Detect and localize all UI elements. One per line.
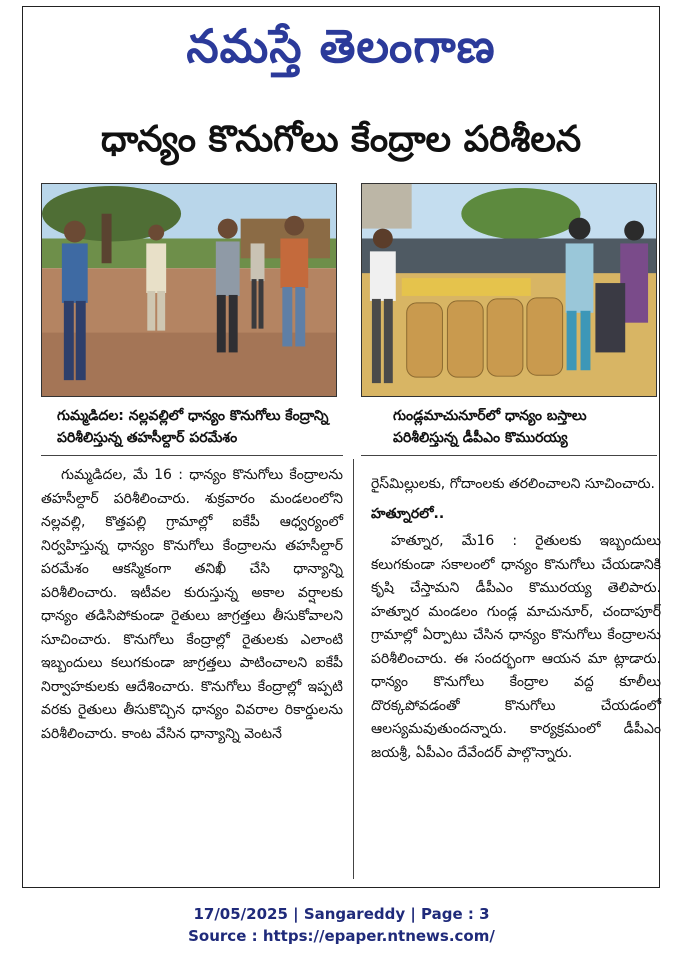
article-body-right-main: హత్నూర, మే16 : రైతులకు ఇబ్బందులు కలుగకుండా సకాలంలో ధాన్యం కొనుగోలు చేయడానికి కృషి చేస్తామని డీపీఎం కొమురయ్య తెలిపారు. హత్నూర మండలం గుండ్ల మాచునూర్, చందాపూర్ గ్రామాల్లో ఏర్పాటు చేసిన ధాన్యం కొనుగోలు కేంద్రాలను పరిశీలించారు. ఈ సందర్భంగా ఆయన మా ట్లాడారు. ధాన్యం కొనుగోలు కేంద్రాల వద్ద కూలీలు దొరక్కపోవడంతో కొనుగోలు చేయడంలో ఆలస్యమవుతుందన్నారు. కార్యక్రమంలో డీపీఎం జయశ్రీ, ఏపీఎం దేవేందర్ పాల్గొన్నారు. — [371, 533, 661, 761]
photo-caption-right: గుండ్లమాచునూర్‌లో ధాన్యం బస్తాలు పరిశీలిస్తున్న డీపీఎం కొమురయ్య — [393, 408, 587, 446]
newspaper-clipping — [22, 6, 660, 888]
photo-caption-left: గుమ్మడిదల: నల్లవల్లిలో ధాన్యం కొనుగోలు కేంద్రాన్ని పరిశీలిస్తున్న తహసీల్దార్ పరమేశం — [57, 408, 329, 446]
footer-source-link[interactable]: Source : https://epaper.ntnews.com/ — [188, 927, 495, 945]
article-body-right — [371, 473, 661, 765]
photo-tahsildar-illustration — [42, 184, 336, 396]
article-subheading: హత్నూరలో.. — [371, 505, 445, 522]
article-body-right-top: రైస్‌మిల్లులకు, గోదాంలకు తరలించాలని సూచించారు. — [371, 476, 655, 492]
divider-left — [41, 455, 343, 456]
photo-tahsildar-inspection — [41, 183, 337, 397]
footer-date-edition: 17/05/2025 | Sangareddy | Page : 3 — [193, 905, 490, 923]
divider-right — [361, 455, 657, 456]
photo-dpm-inspection — [361, 183, 657, 397]
article-headline: ధాన్యం కొనుగోలు కేంద్రాల పరిశీలన — [100, 119, 582, 160]
source-footer — [0, 903, 683, 947]
photo-dpm-illustration — [362, 184, 656, 396]
column-divider — [353, 459, 354, 879]
masthead-logo: నమస్తే తెలంగాణ — [186, 19, 496, 73]
article-body-left: గుమ్మడిదల, మే 16 : ధాన్యం కొనుగోలు కేంద్రాలను తహసీల్దార్ పరిశీలించారు. శుక్రవారం మండలంలోని నల్లవల్లి, కొత్తపల్లి గ్రామాల్లో ఐకేపీ ఆధ్వర్యంలో నిర్వహిస్తున్న ధాన్యం కొనుగోలు కేంద్రాలను తహసీల్దార్ పరమేశం ఆకస్మికంగా తనిఖీ చేసి ధాన్యాన్ని పరిశీలించారు. ఇటీవల కురుస్తున్న అకాల వర్షాలకు ధాన్యం తడిసిపోకుండా రైతులు జాగ్రత్తలు తీసుకోవాలని సూచించారు. కొనుగోలు కేంద్రాల్లో రైతులకు ఎలాంటి ఇబ్బందులు కలుగకుండా జాగ్రత్తలు పాటించాలని ఐకేపీ నిర్వాహకులకు ఆదేశించారు. కొనుగోలు కేంద్రాల్లో ఇప్పటి వరకు రైతులు తీసుకొచ్చిన ధాన్యం వివరాల రికార్డులను పరిశీలించారు. కాంట వేసిన ధాన్యాన్ని వెంటనే — [41, 467, 343, 742]
